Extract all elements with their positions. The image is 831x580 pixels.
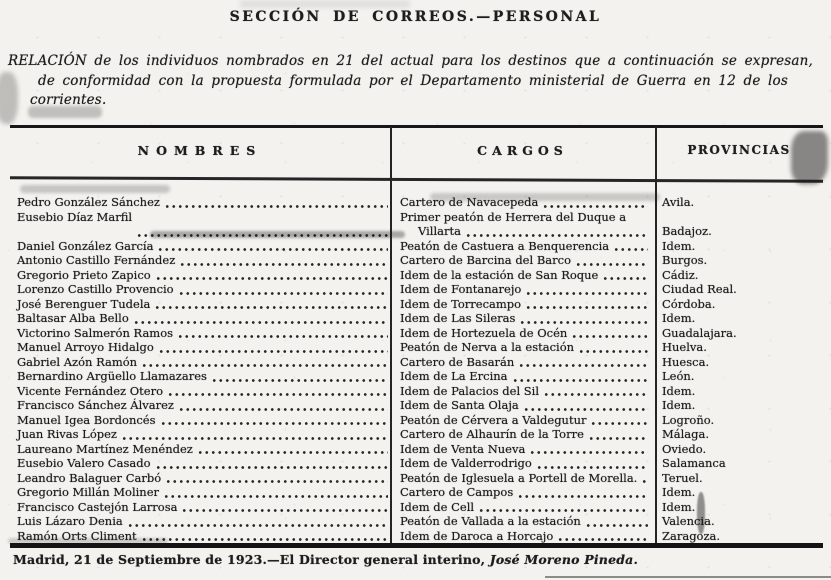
nombre-cell (10, 340, 390, 355)
dot-leader (571, 327, 648, 340)
cargo-text: Idem de la estación de San Roque (400, 267, 599, 282)
cargo-text: Idem de Las Sileras (400, 311, 516, 325)
cargo-cell (390, 485, 655, 500)
cargo-line (400, 456, 650, 471)
cargo-line (400, 471, 650, 486)
page-title: SECCIÓN DE CORREOS.—PERSONAL (229, 9, 602, 25)
nombre-text: Eusebio Valero Casado (17, 456, 151, 470)
cargo-line (400, 297, 650, 312)
provincia-cell (655, 369, 823, 384)
nombre-cell (10, 529, 390, 544)
nombre-text: Francisco Sánchez Álvarez (17, 398, 174, 412)
provincia-text: Idem. (662, 238, 696, 253)
nombre-cell (10, 326, 390, 341)
dot-leader (519, 313, 648, 326)
provincia-cell (655, 355, 823, 370)
table-row (10, 239, 823, 254)
cargo-text: Idem de Venta Nueva (400, 441, 526, 456)
dot-leader (542, 197, 648, 210)
provincia-cell (655, 456, 823, 471)
dot-leader (518, 356, 648, 369)
cargo-cell (390, 514, 655, 529)
cargo-line (400, 326, 650, 341)
dot-leader (133, 313, 388, 326)
ink-smudge (240, 0, 410, 8)
cargo-cell (390, 427, 655, 442)
nombre-text: Pedro González Sánchez (17, 195, 160, 209)
provincia-cell (655, 500, 823, 515)
nombre-text: Eusebio Díaz Marfil (17, 209, 133, 224)
provincia-cell (655, 413, 823, 428)
provincia-text: Málaga. (662, 427, 710, 441)
cargo-cell (390, 195, 655, 210)
dot-leader (157, 240, 388, 253)
provincia-text: Cádiz. (662, 267, 699, 282)
cargo-text: Idem de Hortezuela de Océn (400, 325, 568, 340)
nombre-text: Daniel González García (17, 238, 154, 253)
dot-leader (164, 197, 388, 210)
provincia-text: Burgos. (662, 253, 708, 267)
cargo-line-continuation (400, 224, 650, 239)
provincia-cell (655, 485, 823, 500)
provincia-cell (655, 384, 823, 399)
column-header-nombres: NOMBRES (137, 143, 263, 158)
dot-leader (525, 284, 648, 297)
provincia-text: Salamanca (662, 456, 726, 470)
nombre-cell (10, 282, 390, 297)
provincia-cell (655, 442, 823, 457)
table-row (10, 268, 823, 283)
nombre-text: Luis Lázaro Denia (17, 514, 123, 528)
nombre-cell (10, 253, 390, 268)
nombre-cell (10, 500, 390, 515)
table-row (10, 456, 823, 471)
footer-line (13, 552, 638, 567)
provincia-cell (655, 195, 823, 210)
cargo-line (400, 398, 650, 413)
table-row (10, 355, 823, 370)
page-edge-line (545, 576, 831, 578)
dot-leader (613, 240, 648, 253)
provincia-cell (655, 210, 823, 239)
provincia-text: Huelva. (662, 340, 707, 354)
cargo-text: Idem de Valderrodrigo (400, 456, 532, 470)
dot-leader (179, 255, 388, 268)
table-row (10, 413, 823, 428)
dot-leader (590, 414, 648, 427)
provincia-text: Guadalajara. (662, 325, 737, 340)
nombre-cell (10, 195, 390, 210)
cargo-cell (390, 268, 655, 283)
provincia-text: Idem. (662, 383, 696, 398)
provincia-text: Córdoba. (662, 296, 716, 311)
dot-leader (602, 269, 648, 282)
dot-leader (181, 501, 388, 514)
provincia-cell (655, 427, 823, 442)
nombre-cell (10, 239, 390, 254)
provincia-cell (655, 340, 823, 355)
column-header-cargos: CARGOS (477, 143, 568, 158)
table-row (10, 514, 823, 529)
provincia-text: Idem. (662, 398, 696, 412)
dot-leader (155, 269, 388, 282)
dot-leader (585, 516, 648, 529)
nombre-cell (10, 311, 390, 326)
nombre-cell (10, 471, 390, 486)
provincia-text: Idem. (662, 485, 696, 499)
cargo-cell (390, 326, 655, 341)
dot-leader (154, 298, 388, 311)
cargo-line (400, 253, 650, 268)
cargo-line (400, 340, 650, 355)
nombre-text: Gregorio Prieto Zapico (17, 267, 151, 282)
provincia-cell (655, 471, 823, 486)
dot-leader (478, 501, 648, 514)
dot-leader (178, 400, 388, 413)
cargo-line (400, 442, 650, 457)
provincia-text: Idem. (662, 499, 696, 514)
provincia-cell (655, 268, 823, 283)
cargo-text: Primer peatón de Herrera del Duque a (400, 209, 627, 224)
table-row (10, 442, 823, 457)
provincia-text: Idem. (662, 311, 696, 325)
nombre-text: Manuel Arroyo Hidalgo (17, 340, 154, 354)
provincia-text: Logroño. (662, 412, 715, 427)
provincia-text: Teruel. (662, 470, 703, 485)
cargo-text: Idem de Palacios del Sil (400, 383, 540, 398)
nombre-text: Vicente Fernández Otero (17, 383, 163, 398)
table-row (10, 311, 823, 326)
dot-leader (588, 429, 648, 442)
table-row (10, 471, 823, 486)
dot-leader (158, 342, 388, 355)
table-row (10, 398, 823, 413)
dot-leader (557, 530, 648, 543)
cargo-cell (390, 253, 655, 268)
footer-text: Madrid, 21 de Septiembre de 1923.—El Director general interino, (13, 552, 490, 567)
table-top-rule (10, 125, 823, 128)
cargo-line (400, 355, 650, 370)
dot-leader (141, 530, 388, 543)
nombre-text: Victorino Salmerón Ramos (17, 325, 174, 340)
cargo-cell (390, 369, 655, 384)
dot-leader (523, 400, 648, 413)
cargo-text: Cartero de Alhaurín de la Torre (400, 427, 584, 441)
cargo-cell (390, 282, 655, 297)
dot-leader (160, 414, 388, 427)
cargo-text: Idem de Cell (400, 499, 475, 514)
cargo-cell (390, 442, 655, 457)
dot-leader (141, 356, 388, 369)
cargo-line (400, 369, 650, 384)
table-row (10, 529, 823, 544)
provincia-cell (655, 398, 823, 413)
intro-line: RELACIÓN de los individuos nombrados en 21 del actual para los destinos que a continuación se expresan, (8, 53, 814, 69)
nombre-text: Manuel Igea Bordoncés (17, 412, 156, 427)
table-rows (10, 195, 823, 543)
cargo-text: Peatón de Iglesuela a Portell de Morella. (400, 470, 638, 485)
dot-leader (578, 342, 648, 355)
cargo-text: Idem de Fontanarejo (400, 282, 522, 296)
table-row (10, 326, 823, 341)
cargo-line (400, 268, 650, 283)
dot-leader (536, 458, 648, 471)
nombre-text: Laureano Martínez Menéndez (17, 441, 193, 456)
nombre-text: Gabriel Azón Ramón (17, 354, 138, 369)
cargo-text: Cartero de Basarán (400, 354, 515, 369)
nombre-cell (10, 413, 390, 428)
intro-line: de conformidad con la propuesta formulada por el Departamento ministerial de Guerra en 12 de los (38, 72, 788, 89)
cargo-line (400, 413, 650, 428)
dot-leader (543, 385, 648, 398)
cargo-text: Peatón de Vallada a la estación (400, 514, 581, 528)
nombre-cell (10, 355, 390, 370)
provincia-text: Badajoz. (662, 224, 712, 238)
nombre-text: Antonio Castillo Fernández (17, 253, 176, 267)
nombre-text: José Berenguer Tudela (17, 296, 151, 311)
table-row (10, 500, 823, 515)
nombre-text: Juan Rivas López (17, 427, 117, 441)
table-row (10, 297, 823, 312)
cargo-cell (390, 384, 655, 399)
cargo-cell (390, 210, 655, 239)
cargo-line (400, 529, 650, 544)
dot-leader (155, 458, 389, 471)
dot-leader (121, 429, 388, 442)
table-row (10, 369, 823, 384)
provincia-cell (655, 239, 823, 254)
cargo-line (400, 210, 650, 225)
table-row (10, 340, 823, 355)
dot-leader (512, 371, 648, 384)
provincia-cell (655, 311, 823, 326)
cargo-cell (390, 239, 655, 254)
dot-leader (197, 443, 388, 456)
nombre-cell (10, 398, 390, 413)
table-bottom-rule (10, 543, 823, 548)
cargo-text: Idem de Torrecampo (400, 296, 522, 311)
dot-leader (177, 327, 388, 340)
dot-leader (167, 385, 388, 398)
cargo-cell (390, 529, 655, 544)
cargo-cell (390, 340, 655, 355)
intro-line: corrientes. (30, 92, 107, 108)
cargo-line (400, 485, 650, 500)
nombre-text: Francisco Castejón Larrosa (17, 499, 178, 514)
nombre-text: Bernardino Argüello Llamazares (17, 369, 207, 383)
cargo-cell (390, 500, 655, 515)
nombre-cell (10, 384, 390, 399)
provincia-text: Oviedo. (662, 441, 707, 456)
intro-paragraph (8, 52, 826, 111)
cargo-cell (390, 398, 655, 413)
nombre-text: Gregorio Millán Moliner (17, 485, 160, 499)
column-header-provincias: PROVINCIAS (687, 143, 791, 157)
provincia-text: León. (662, 369, 695, 383)
provincia-cell (655, 282, 823, 297)
cargo-text: Peatón de Castuera a Benquerencia (400, 238, 610, 253)
cargo-line (400, 514, 650, 529)
dot-leader (127, 516, 388, 529)
table-row (10, 282, 823, 297)
cargo-cell (390, 355, 655, 370)
cargo-line (400, 311, 650, 326)
cargo-text: Idem de Daroca a Horcajo (400, 528, 554, 543)
dot-leader (165, 472, 388, 485)
nombre-text: Ramón Orts Climent (17, 528, 137, 543)
dot-leader (525, 298, 648, 311)
table-row (10, 253, 823, 268)
nombre-cell (10, 210, 390, 239)
provincia-text: Zaragoza. (662, 528, 721, 543)
table-row (10, 210, 823, 239)
cargo-text: Idem de La Ercina (400, 369, 508, 383)
table-row (10, 195, 823, 210)
cargo-text: Cartero de Barcina del Barco (400, 253, 571, 267)
cargo-text: Peatón de Cérvera a Valdegutur (400, 412, 587, 427)
nombre-cell (10, 297, 390, 312)
nombre-text: Lorenzo Castillo Provencio (17, 282, 174, 296)
provincia-text: Valencia. (662, 514, 715, 528)
dot-leader (163, 487, 388, 500)
cargo-line (400, 384, 650, 399)
nombre-cell (10, 268, 390, 283)
cargo-line (400, 195, 650, 210)
dot-leader (517, 487, 648, 500)
cargo-cell (390, 456, 655, 471)
provincia-cell (655, 253, 823, 268)
provincia-cell (655, 326, 823, 341)
dot-leader (465, 226, 648, 239)
cargo-text: Cartero de Navacepeda (400, 195, 539, 209)
dot-leader (575, 255, 648, 268)
cargo-cell (390, 311, 655, 326)
cargo-text: Idem de Santa Olaja (400, 398, 519, 412)
provincia-text: Ciudad Real. (662, 282, 737, 296)
table-row (10, 384, 823, 399)
dot-leader (136, 226, 388, 239)
nombre-text: Leandro Balaguer Carbó (17, 470, 162, 485)
nombre-cell (10, 456, 390, 471)
cargo-text: Peatón de Nerva a la estación (400, 340, 575, 354)
cargo-cell (390, 471, 655, 486)
dot-leader (529, 443, 648, 456)
cargo-text: Villarta (418, 224, 461, 238)
nombre-cell (10, 427, 390, 442)
cargo-cell (390, 297, 655, 312)
table-row (10, 427, 823, 442)
dot-leader (641, 472, 649, 485)
nombre-text: Baltasar Alba Bello (17, 311, 129, 325)
table-row (10, 485, 823, 500)
provincia-cell (655, 514, 823, 529)
provincia-text: Huesca. (662, 354, 710, 369)
dot-leader (178, 284, 388, 297)
cargo-line (400, 282, 650, 297)
cargo-cell (390, 413, 655, 428)
signature: José Moreno Pineda. (489, 552, 639, 567)
cargo-text: Cartero de Campos (400, 485, 514, 499)
table-header-rule (10, 176, 823, 182)
dot-leader (211, 371, 388, 384)
cargo-line (400, 500, 650, 515)
provincia-cell (655, 529, 823, 544)
provincia-text: Avila. (662, 195, 695, 209)
nombre-cell (10, 369, 390, 384)
cargo-line (400, 239, 650, 254)
nombre-cell (10, 485, 390, 500)
nombre-cell (10, 442, 390, 457)
appointments-table (10, 125, 823, 551)
provincia-cell (655, 297, 823, 312)
cargo-line (400, 427, 650, 442)
nombre-cell (10, 514, 390, 529)
